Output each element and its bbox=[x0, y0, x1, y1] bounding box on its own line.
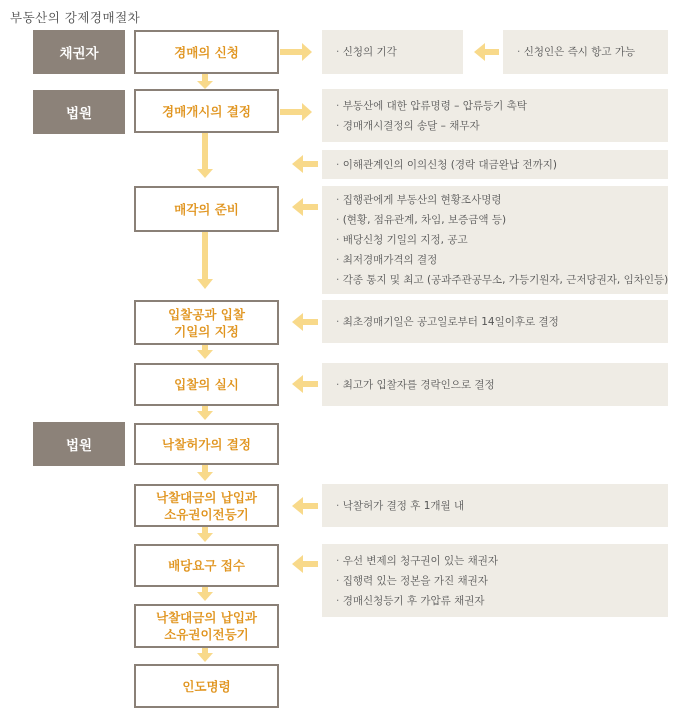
step-distribution-claim: 배당요구 접수 bbox=[134, 544, 279, 587]
down-arrow-9 bbox=[197, 648, 213, 662]
actor-court-2: 법원 bbox=[33, 422, 125, 466]
note-distribution-creditors: · 우선 변제의 청구권이 있는 채권자 · 집행력 있는 정본을 가진 채권자 · 경매신청등기 후 가압류 채권자 bbox=[322, 544, 668, 617]
down-arrow-7 bbox=[197, 527, 213, 542]
right-arrow-2 bbox=[280, 103, 312, 121]
left-arrow-7 bbox=[292, 555, 318, 573]
note-sale-preparation: · 집행관에게 부동산의 현황조사명령 · (현황, 점유관계, 차임, 보증금액 등) · 배당신청 기일의 지정, 공고 · 최저경매가격의 결정 · 각종 통지 및 최고 (공과주관공무소, 가등기원자, 근저당권자, 임차인등) bbox=[322, 186, 668, 294]
left-arrow-3 bbox=[292, 198, 318, 216]
step-delivery-order: 인도명령 bbox=[134, 664, 279, 708]
actor-court-1: 법원 bbox=[33, 90, 125, 134]
note-immediate-appeal: · 신청인은 즉시 항고 가능 bbox=[503, 30, 668, 74]
note-seizure-order: · 부동산에 대한 압류명령 – 압류등기 촉탁 · 경매개시결정의 송달 – 채무자 bbox=[322, 89, 668, 142]
down-arrow-1 bbox=[197, 74, 213, 89]
left-arrow-1 bbox=[474, 43, 499, 61]
step-auction-application: 경매의 신청 bbox=[134, 30, 279, 74]
note-objection: · 이해관계인의 이의신청 (경락 대금완납 전까지) bbox=[322, 150, 668, 179]
right-arrow-1 bbox=[280, 43, 312, 61]
step-bidding: 입찰의 실시 bbox=[134, 363, 279, 406]
step-bid-date-designation: 입찰공과 입찰 기일의 지정 bbox=[134, 300, 279, 345]
down-arrow-8 bbox=[197, 587, 213, 601]
down-arrow-2 bbox=[197, 133, 213, 178]
left-arrow-2 bbox=[292, 155, 318, 173]
note-payment-deadline: · 낙찰허가 결정 후 1개월 내 bbox=[322, 484, 668, 527]
note-application-rejected: · 신청의 기각 bbox=[322, 30, 463, 74]
left-arrow-6 bbox=[292, 497, 318, 515]
step-bid-approval: 낙찰허가의 결정 bbox=[134, 423, 279, 465]
page-title: 부동산의 강제경매절차 bbox=[10, 10, 141, 25]
note-first-auction-date: · 최초경매기일은 공고일로부터 14일이후로 결정 bbox=[322, 300, 668, 343]
note-highest-bidder: · 최고가 입찰자를 경락인으로 결정 bbox=[322, 363, 668, 406]
left-arrow-5 bbox=[292, 375, 318, 393]
down-arrow-4 bbox=[197, 345, 213, 359]
step-auction-commencement: 경매개시의 결정 bbox=[134, 89, 279, 133]
step-payment-registration-2: 낙찰대금의 납입과 소유권이전등기 bbox=[134, 604, 279, 648]
down-arrow-5 bbox=[197, 406, 213, 420]
step-payment-registration-1: 낙찰대금의 납입과 소유권이전등기 bbox=[134, 484, 279, 527]
step-sale-preparation: 매각의 준비 bbox=[134, 186, 279, 232]
left-arrow-4 bbox=[292, 313, 318, 331]
actor-creditor: 채권자 bbox=[33, 30, 125, 74]
down-arrow-6 bbox=[197, 465, 213, 481]
down-arrow-3 bbox=[197, 232, 213, 289]
